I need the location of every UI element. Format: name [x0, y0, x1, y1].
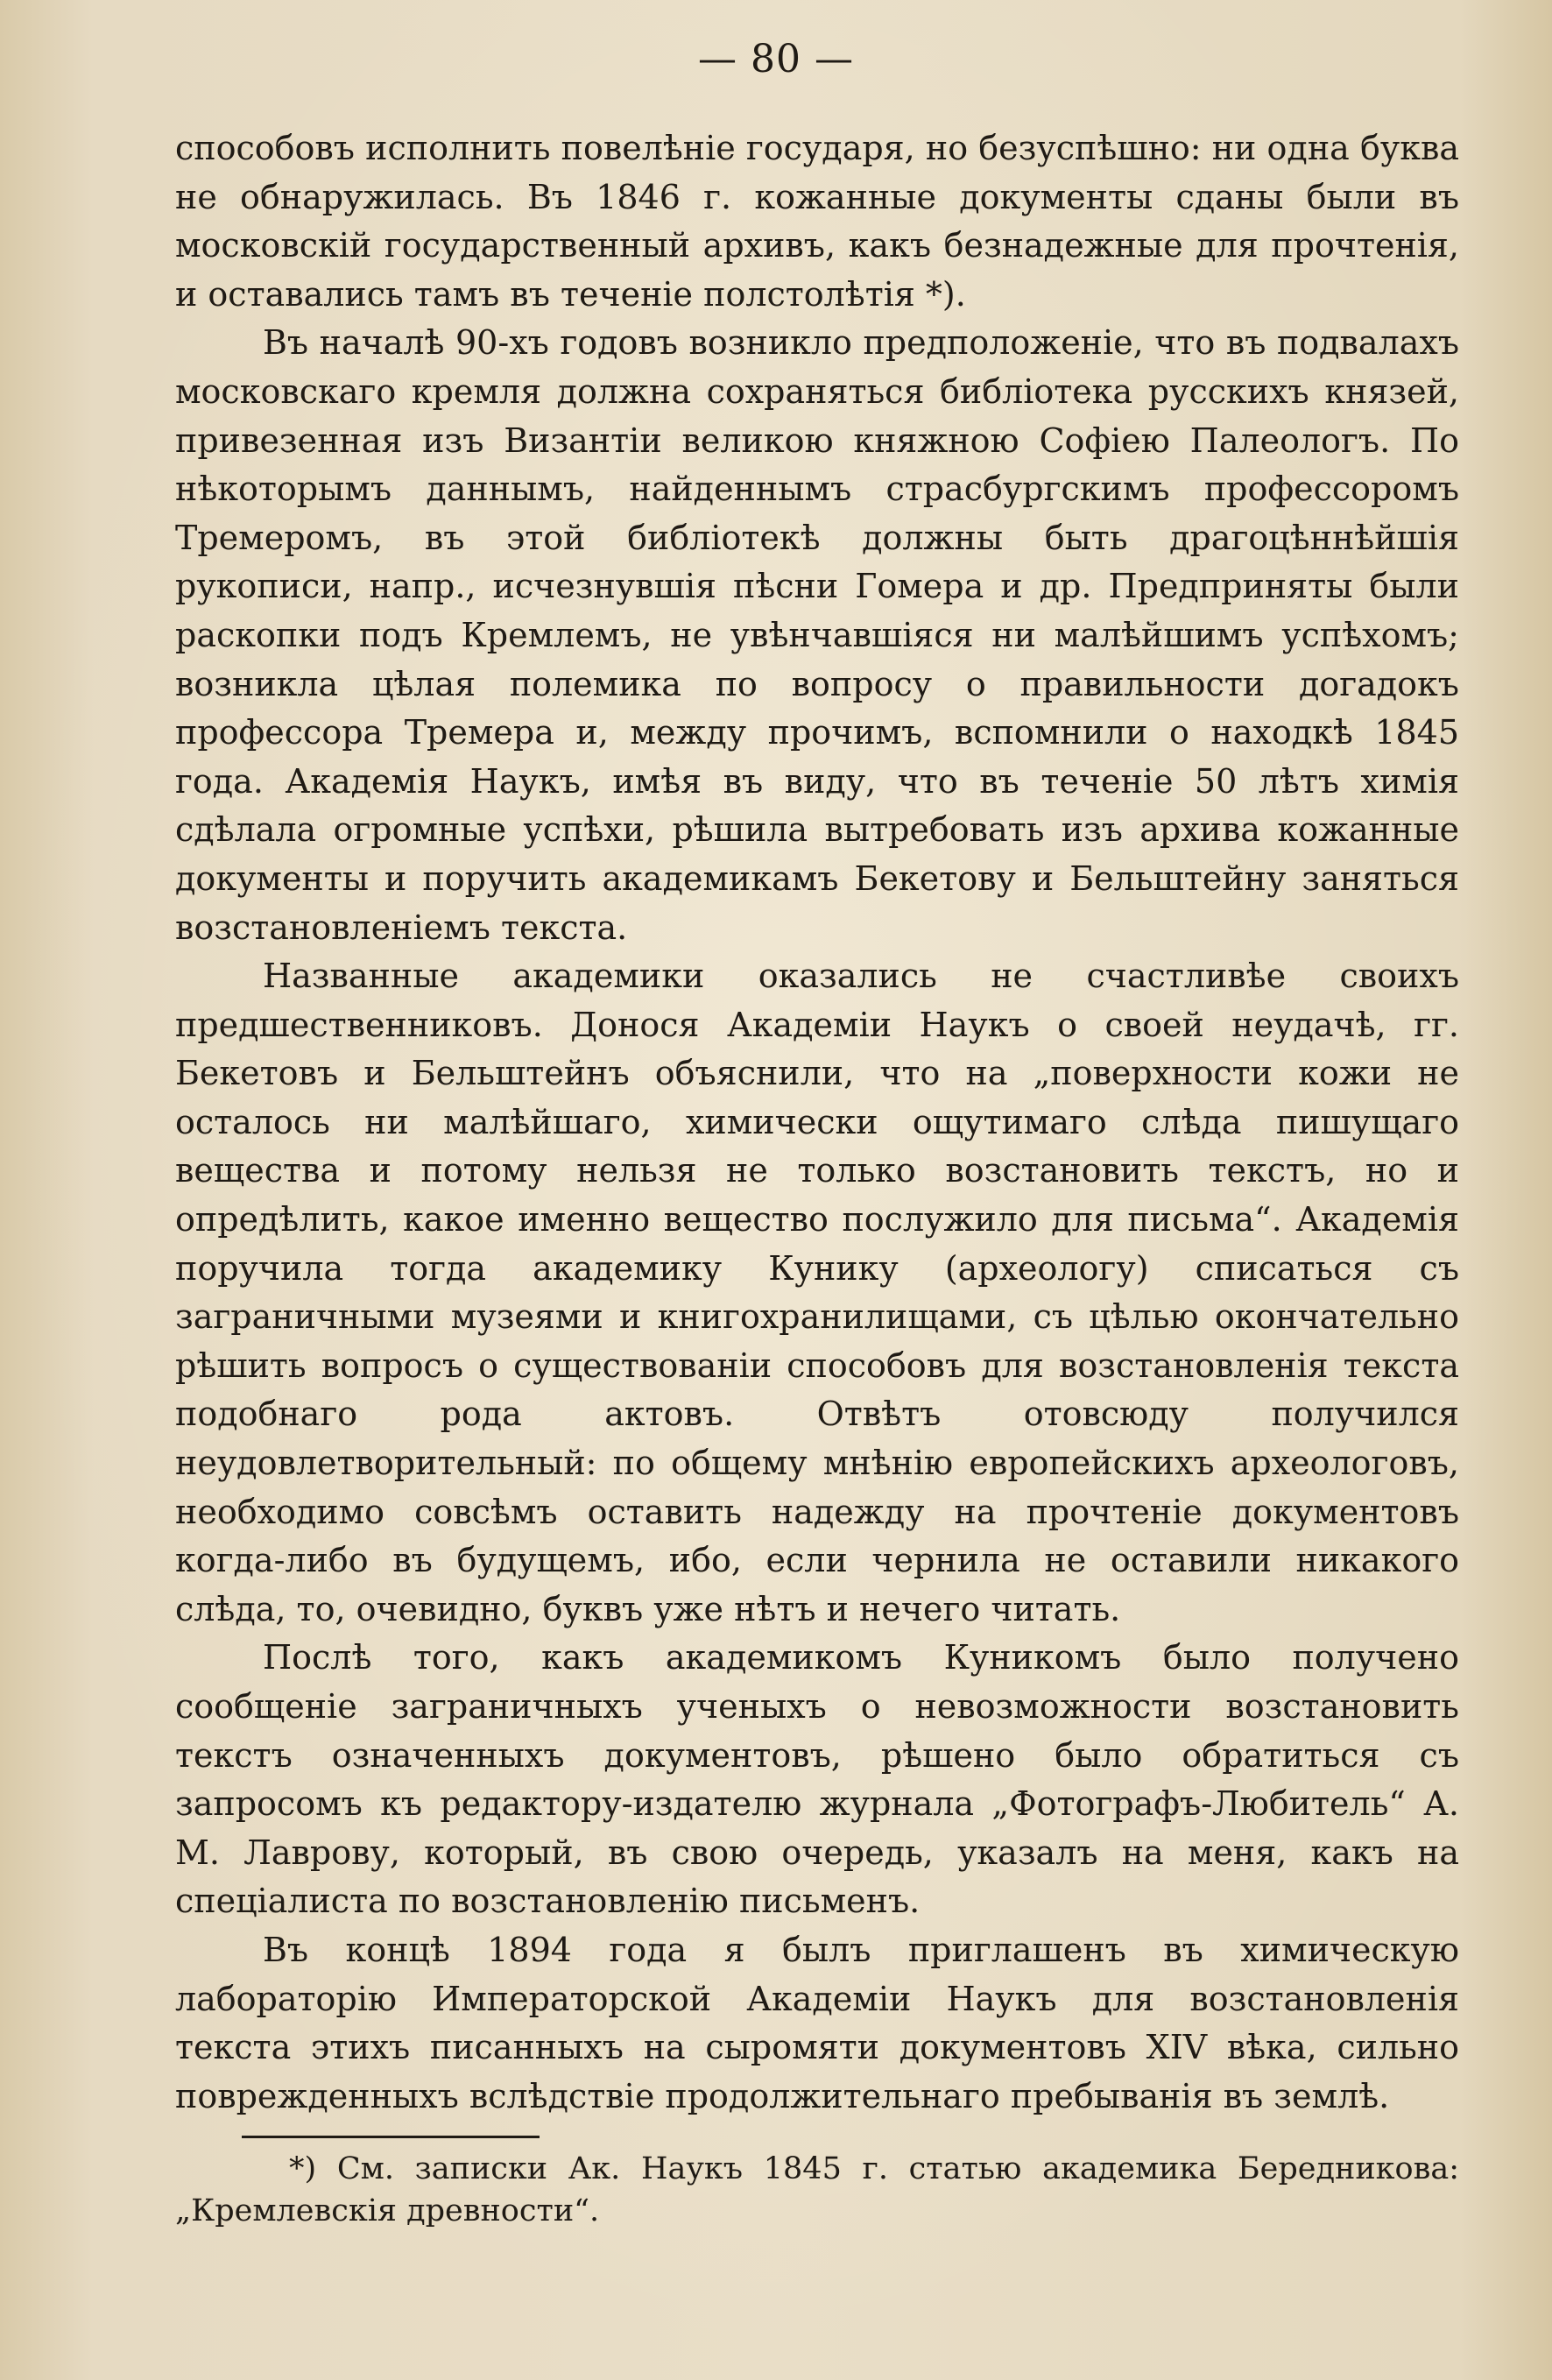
page-number: — 80 — [698, 37, 854, 81]
body-text [175, 124, 1459, 2121]
paragraph-editor-request: Послѣ того, какъ академикомъ Куникомъ было получено сообщеніе заграничныхъ ученыхъ о невозможности возстановить текстъ означенныхъ документовъ, рѣшено было обратиться съ запросомъ къ редактору-издателю журнала „Фотографъ-Любитель“ А. М. Лаврову, который, въ свою очередь, указалъ на меня, какъ на спеціалиста по возстановленію письменъ. [175, 1638, 1459, 1921]
paragraph-academicians-report: Названные академики оказались не счастливѣе своихъ предшественниковъ. Донося Академіи Наукъ о своей неудачѣ, гг. Бекетовъ и Бельштейнъ объяснили, что на „поверхности кожи не осталось ни малѣйшаго, химически ощутимаго слѣда пишущаго вещества и потому нельзя не только возстановить текстъ, но и опредѣлить, какое именно вещество послужило для письма“. Академія поручила тогда академику Кунику (археологу) списаться съ заграничными музеями и книгохранилищами, съ цѣлью окончательно рѣшить вопросъ о существованіи способовъ для возстановленія текста подобнаго рода актовъ. Отвѣтъ отовсюду получился неудовлетворительный: по общему мнѣнію европейскихъ археологовъ, необходимо совсѣмъ оставить надежду на прочтеніе документовъ когда-либо въ будущемъ, ибо, если чернила не оставили никакого слѣда, то, очевидно, буквъ уже нѣтъ и нечего читать. [175, 957, 1459, 1628]
paragraph-continued: способовъ исполнить повелѣніе государя, но безуспѣшно: ни одна буква не обнаружилась. Въ 1846 г. кожанные документы сданы были въ московскій государственный архивъ, какъ безнадежные для прочтенія, и оставались тамъ въ теченіе полстолѣтія *). [175, 129, 1459, 314]
paragraph-invitation: Въ концѣ 1894 года я былъ приглашенъ въ химическую лабораторію Императорской Академіи Наукъ для возстановленія текста этихъ писанныхъ на сыромяти документовъ XIV вѣка, сильно поврежденныхъ вслѣдствіе продолжительнаго пребыванія въ землѣ. [175, 1930, 1459, 2115]
footnote-divider [242, 2136, 540, 2138]
footnote: *) См. записки Ак. Наукъ 1845 г. статью академика Бередникова: „Кремлевскія древности“. [175, 2151, 1459, 2228]
paragraph-library-search: Въ началѣ 90-хъ годовъ возникло предположеніе, что въ подвалахъ московскаго кремля должна сохраняться библіотека русскихъ князей, привезенная изъ Византіи великою княжною Софіею Палеологъ. По нѣкоторымъ даннымъ, найденнымъ страсбургскимъ профессоромъ Тремеромъ, въ этой библіотекѣ должны быть драгоцѣннѣйшія рукописи, напр., исчезнувшія пѣсни Гомера и др. Предприняты были раскопки подъ Кремлемъ, не увѣнчавшіяся ни малѣйшимъ успѣхомъ; возникла цѣлая полемика по вопросу о правильности догадокъ профессора Тремера и, между прочимъ, вспомнили о находкѣ 1845 года. Академія Наукъ, имѣя въ виду, что въ теченіе 50 лѣтъ химія сдѣлала огромные успѣхи, рѣшила вытребовать изъ архива кожанные документы и поручить академикамъ Бекетову и Бельштейну заняться возстановленіемъ текста. [175, 323, 1459, 947]
